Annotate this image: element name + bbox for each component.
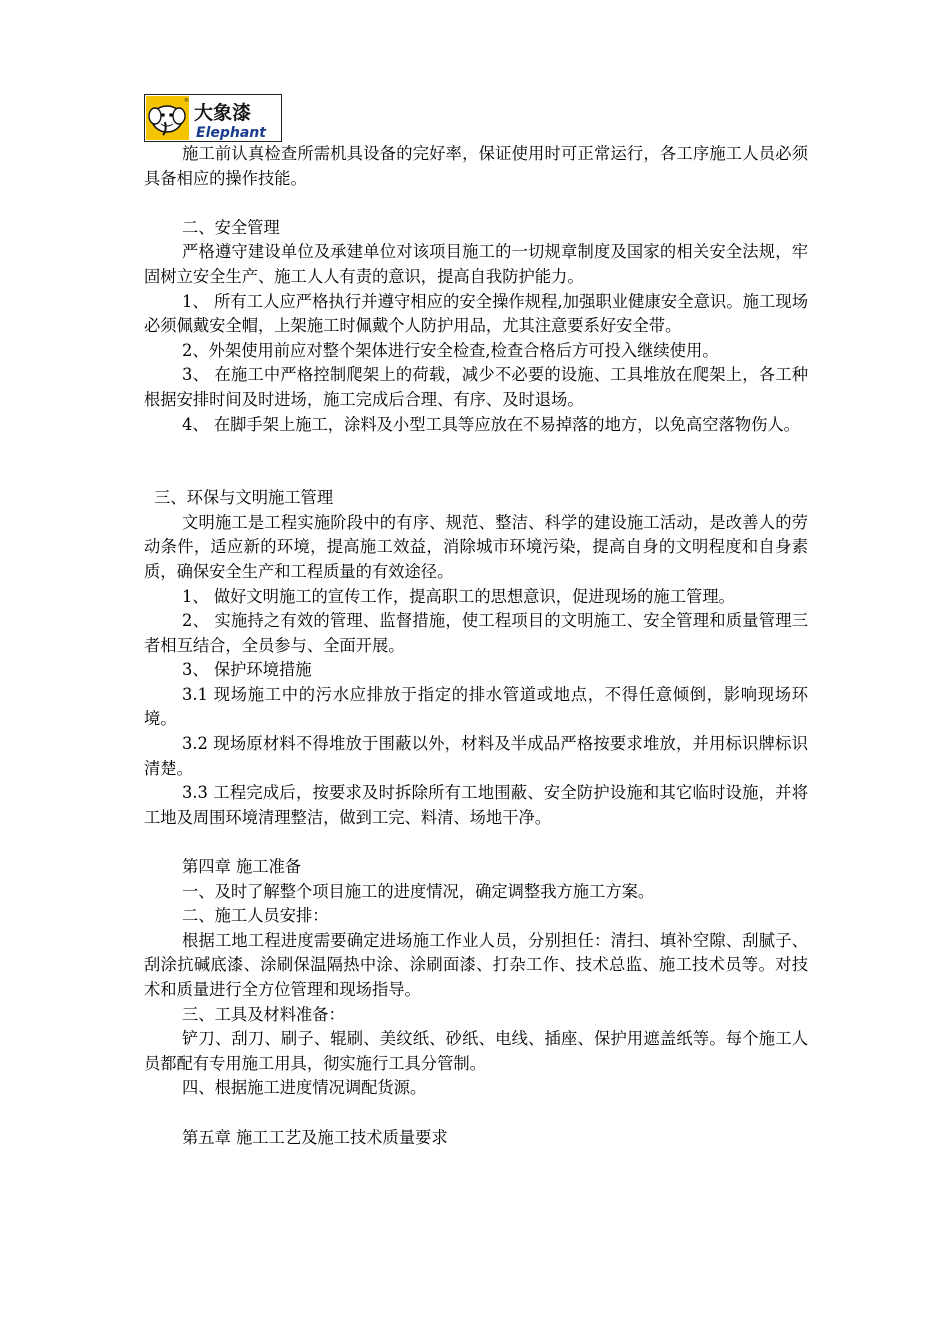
paragraph: 严格遵守建设单位及承建单位对该项目施工的一切规章制度及国家的相关安全法规，牢固树立安全生产、施工人人有责的意识，提高自我防护能力。 (144, 242, 808, 286)
list-item: 2、外架使用前应对整个架体进行安全检查,检查合格后方可投入继续使用。 (182, 340, 719, 360)
paragraph: 文明施工是工程实施阶段中的有序、规范、整洁、科学的建设施工活动，是改善人的劳动条件，适应新的环境，提高施工效益，消除城市环境污染，提高自身的文明程度和自身素质，确保安全生产和工程质量的有效途径。 (144, 512, 808, 581)
svg-text:大象漆: 大象漆 (194, 102, 252, 124)
chapter-heading-process: 第五章 施工工艺及施工技术质量要求 (182, 1127, 448, 1147)
list-item: 3、 在施工中严格控制爬架上的荷载，减少不必要的设施、工具堆放在爬架上，各工种根据安排时间及时进场，施工完成后合理、有序、及时退场。 (144, 365, 808, 409)
document-body (144, 142, 808, 1150)
sub-list-item: 3.3 工程完成后，按要求及时拆除所有工地围蔽、安全防护设施和其它临时设施，并将工地及周围环境清理整洁，做到工完、料清、场地干净。 (144, 783, 808, 827)
list-item: 四、根据施工进度情况调配货源。 (182, 1078, 427, 1098)
list-item: 1、 做好文明施工的宣传工作，提高职工的思想意识，促进现场的施工管理。 (182, 586, 735, 606)
chapter-heading-preparation: 第四章 施工准备 (182, 857, 302, 877)
svg-text:Elephant: Elephant (196, 125, 266, 141)
section-heading-safety: 二、安全管理 (182, 217, 280, 237)
sub-list-item: 3.2 现场原材料不得堆放于围蔽以外，材料及半成品严格按要求堆放，并用标识牌标识清楚。 (144, 734, 808, 778)
list-item: 2、 实施持之有效的管理、监督措施，使工程项目的文明施工、安全管理和质量管理三者相互结合，全员参与、全面开展。 (144, 611, 808, 655)
list-item: 1、 所有工人应严格执行并遵守相应的安全操作规程,加强职业健康安全意识。施工现场必须佩戴安全帽，上架施工时佩戴个人防护用品，尤其注意要系好安全带。 (144, 291, 808, 336)
list-item: 三、工具及材料准备： (182, 1004, 345, 1024)
paragraph: 根据工地工程进度需要确定进场施工作业人员，分别担任：清扫、填补空隙、刮腻子、刮涂抗碱底漆、涂刷保温隔热中涂、涂刷面漆、打杂工作、技术总监、施工技术员等。对技术和质量进行全方位管理和现场指导。 (144, 930, 808, 999)
elephant-paint-logo (144, 94, 282, 142)
section-heading-environment: 三、环保与文明施工管理 (154, 488, 334, 508)
intro-paragraph: 施工前认真检查所需机具设备的完好率，保证使用时可正常运行，各工序施工人员必须具备相应的操作技能。 (144, 144, 808, 188)
list-item: 4、 在脚手架上施工，涂料及小型工具等应放在不易掉落的地方，以免高空落物伤人。 (182, 414, 800, 434)
svg-text:®: ® (184, 98, 189, 104)
list-item: 二、施工人员安排： (182, 906, 329, 926)
list-item: 3、 保护环境措施 (182, 660, 312, 680)
paragraph: 铲刀、刮刀、刷子、辊刷、美纹纸、砂纸、电线、插座、保护用遮盖纸等。每个施工人员都配有专用施工用具，彻实施行工具分管制。 (144, 1029, 808, 1073)
list-item: 一、及时了解整个项目施工的进度情况，确定调整我方施工方案。 (182, 881, 655, 901)
sub-list-item: 3.1 现场施工中的污水应排放于指定的排水管道或地点，不得任意倾倒，影响现场环境。 (144, 684, 808, 729)
